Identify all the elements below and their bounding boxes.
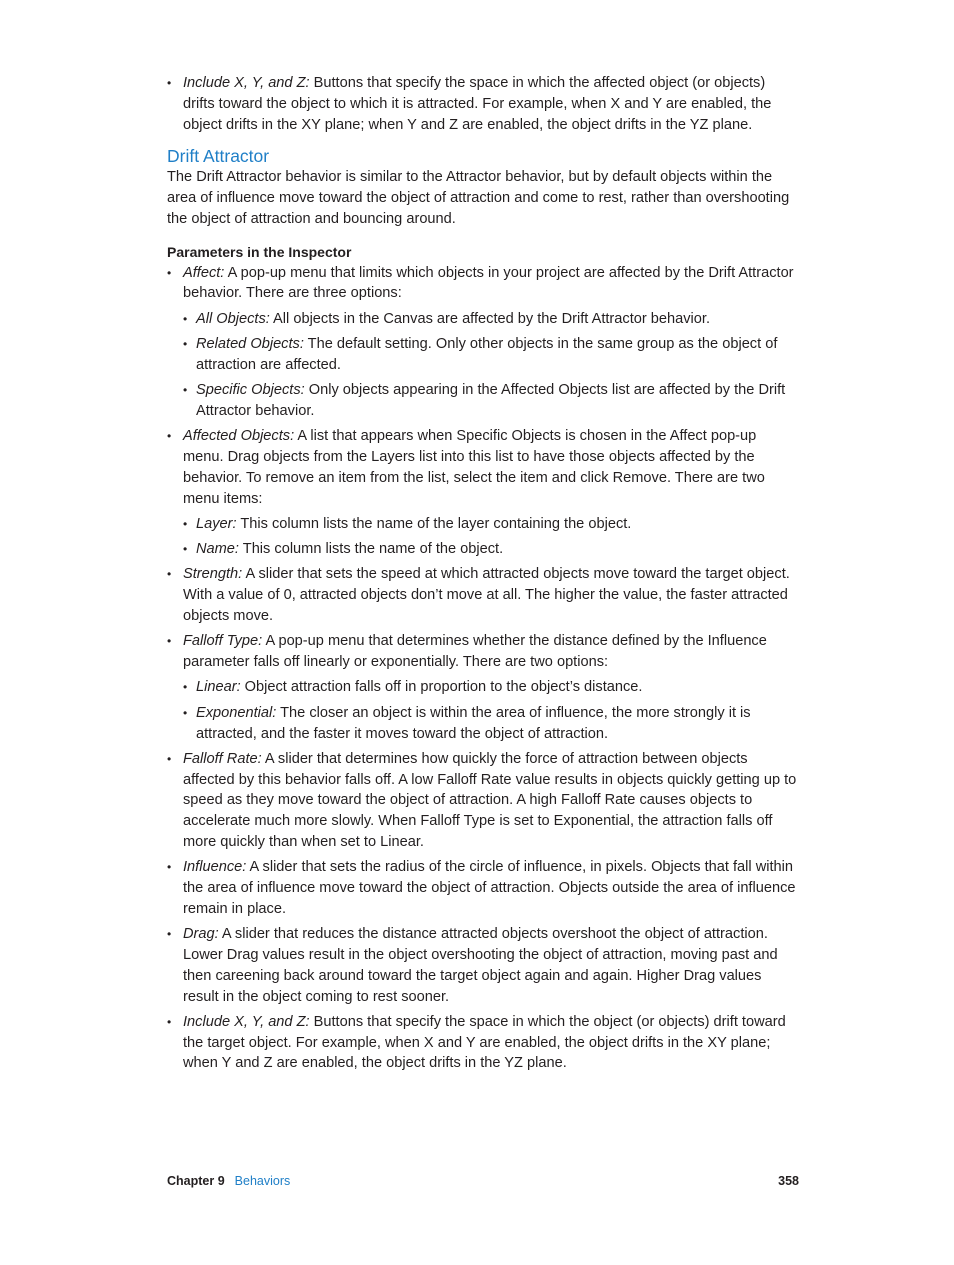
sub-list-item (183, 334, 799, 376)
term: Affected Objects: (183, 428, 295, 445)
list-item (167, 857, 799, 919)
description: All objects in the Canvas are affected by the Drift Attractor behavior. (269, 310, 711, 327)
term: Linear: (196, 679, 241, 696)
chapter-title-link[interactable]: Behaviors (234, 1174, 291, 1188)
list-item (167, 749, 799, 853)
sub-list-item (183, 677, 799, 698)
term: Falloff Rate: (183, 750, 262, 767)
term: Specific Objects: (196, 382, 305, 399)
description: This column lists the name of the layer containing the object. (236, 515, 632, 532)
term: Include X, Y, and Z: (183, 75, 310, 91)
term: Include X, Y, and Z: (183, 1013, 310, 1030)
term: Layer: (196, 515, 237, 532)
term: Exponential: (196, 704, 277, 721)
description: A slider that sets the speed at which attracted objects move toward the target object. With a value of 0, attracted objects don’t move at all. The higher the value, the faster attracted objects move. (183, 566, 790, 625)
description: A pop-up menu that determines whether the distance defined by the Influence parameter falls off linearly or exponentially. There are two options: (183, 633, 767, 671)
description: Buttons that specify the space in which the affected object (or objects) drifts toward the object to which it is attracted. For example, when X and Y are enabled, the object drifts in the XY plane; when Y and Z are enabled, the object drifts in the YZ plane. (183, 75, 772, 133)
list-item (167, 924, 799, 1007)
sub-list-item (183, 309, 799, 330)
sub-list-item (183, 380, 799, 422)
sub-list-item (183, 539, 799, 560)
sub-list-item (183, 703, 799, 745)
term: Falloff Type: (183, 633, 263, 650)
subheading: Parameters in the Inspector (167, 243, 352, 260)
page-number: 358 (778, 1174, 799, 1188)
term: Affect: (183, 264, 225, 281)
term: Strength: (183, 566, 243, 583)
description: A slider that reduces the distance attracted objects overshoot the object of attraction. Lower Drag values result in the object overshooting the object of attraction, moving past and then careening back around toward the target object again and again. Higher Drag values result in the object coming to rest sooner. (183, 926, 778, 1005)
description: The default setting. Only other objects in the same group as the object of attraction are affected. (196, 335, 778, 373)
term: Related Objects: (196, 335, 304, 352)
chapter-label: Chapter 9 (167, 1174, 225, 1188)
description: A slider that sets the radius of the circle of influence, in pixels. Objects that fall within the area of influence move toward the object of attraction. Objects outside the area of influence remain in place. (183, 859, 796, 917)
term: Influence: (183, 859, 247, 876)
sub-list-item (183, 514, 799, 535)
description: A slider that determines how quickly the force of attraction between objects affected by this behavior falls off. A low Falloff Rate value results in objects quickly getting up to speed as they move toward the object of attraction. A high Falloff Rate causes objects to accelerate much more slowly. When Falloff Type is set to Exponential, the attraction falls off more quickly than when set to Linear. (183, 750, 797, 850)
page-content (167, 73, 799, 1079)
list-item (167, 263, 799, 305)
description: This column lists the name of the object. (238, 541, 504, 558)
term: Name: (196, 541, 239, 558)
description: Only objects appearing in the Affected Objects list are affected by the Drift Attractor behavior. (196, 382, 786, 419)
description: A pop-up menu that limits which objects in your project are affected by the Drift Attractor behavior. There are three options: (183, 264, 794, 302)
list-item (167, 73, 799, 135)
page-footer (167, 1172, 799, 1190)
description: The closer an object is within the area of influence, the more strongly it is attracted, and the faster it moves toward the object of attraction. (196, 704, 751, 742)
term: All Objects: (196, 310, 270, 327)
intro-paragraph: The Drift Attractor behavior is similar to the Attractor behavior, but by default objects within the area of influence move toward the object of attraction and come to rest, rather than overshooting the object of attraction and bouncing around. (167, 169, 790, 227)
list-item (167, 1012, 799, 1074)
description: Object attraction falls off in proportion to the object’s distance. (240, 679, 643, 696)
list-item (167, 631, 799, 673)
list-item (167, 426, 799, 509)
description: Buttons that specify the space in which the object (or objects) drift toward the target object. For example, when X and Y are enabled, the object drifts in the XY plane; when Y and Z are enabled, the object drifts in the YZ plane. (183, 1013, 786, 1072)
list-item (167, 564, 799, 626)
term: Drag: (183, 926, 219, 943)
description: A list that appears when Specific Objects is chosen in the Affect pop-up menu. Drag objects from the Layers list into this list to have those objects affected by the behavior. To remove an item from the list, select the item and click Remove. There are two menu items: (183, 428, 765, 507)
section-heading: Drift Attractor (167, 146, 270, 167)
